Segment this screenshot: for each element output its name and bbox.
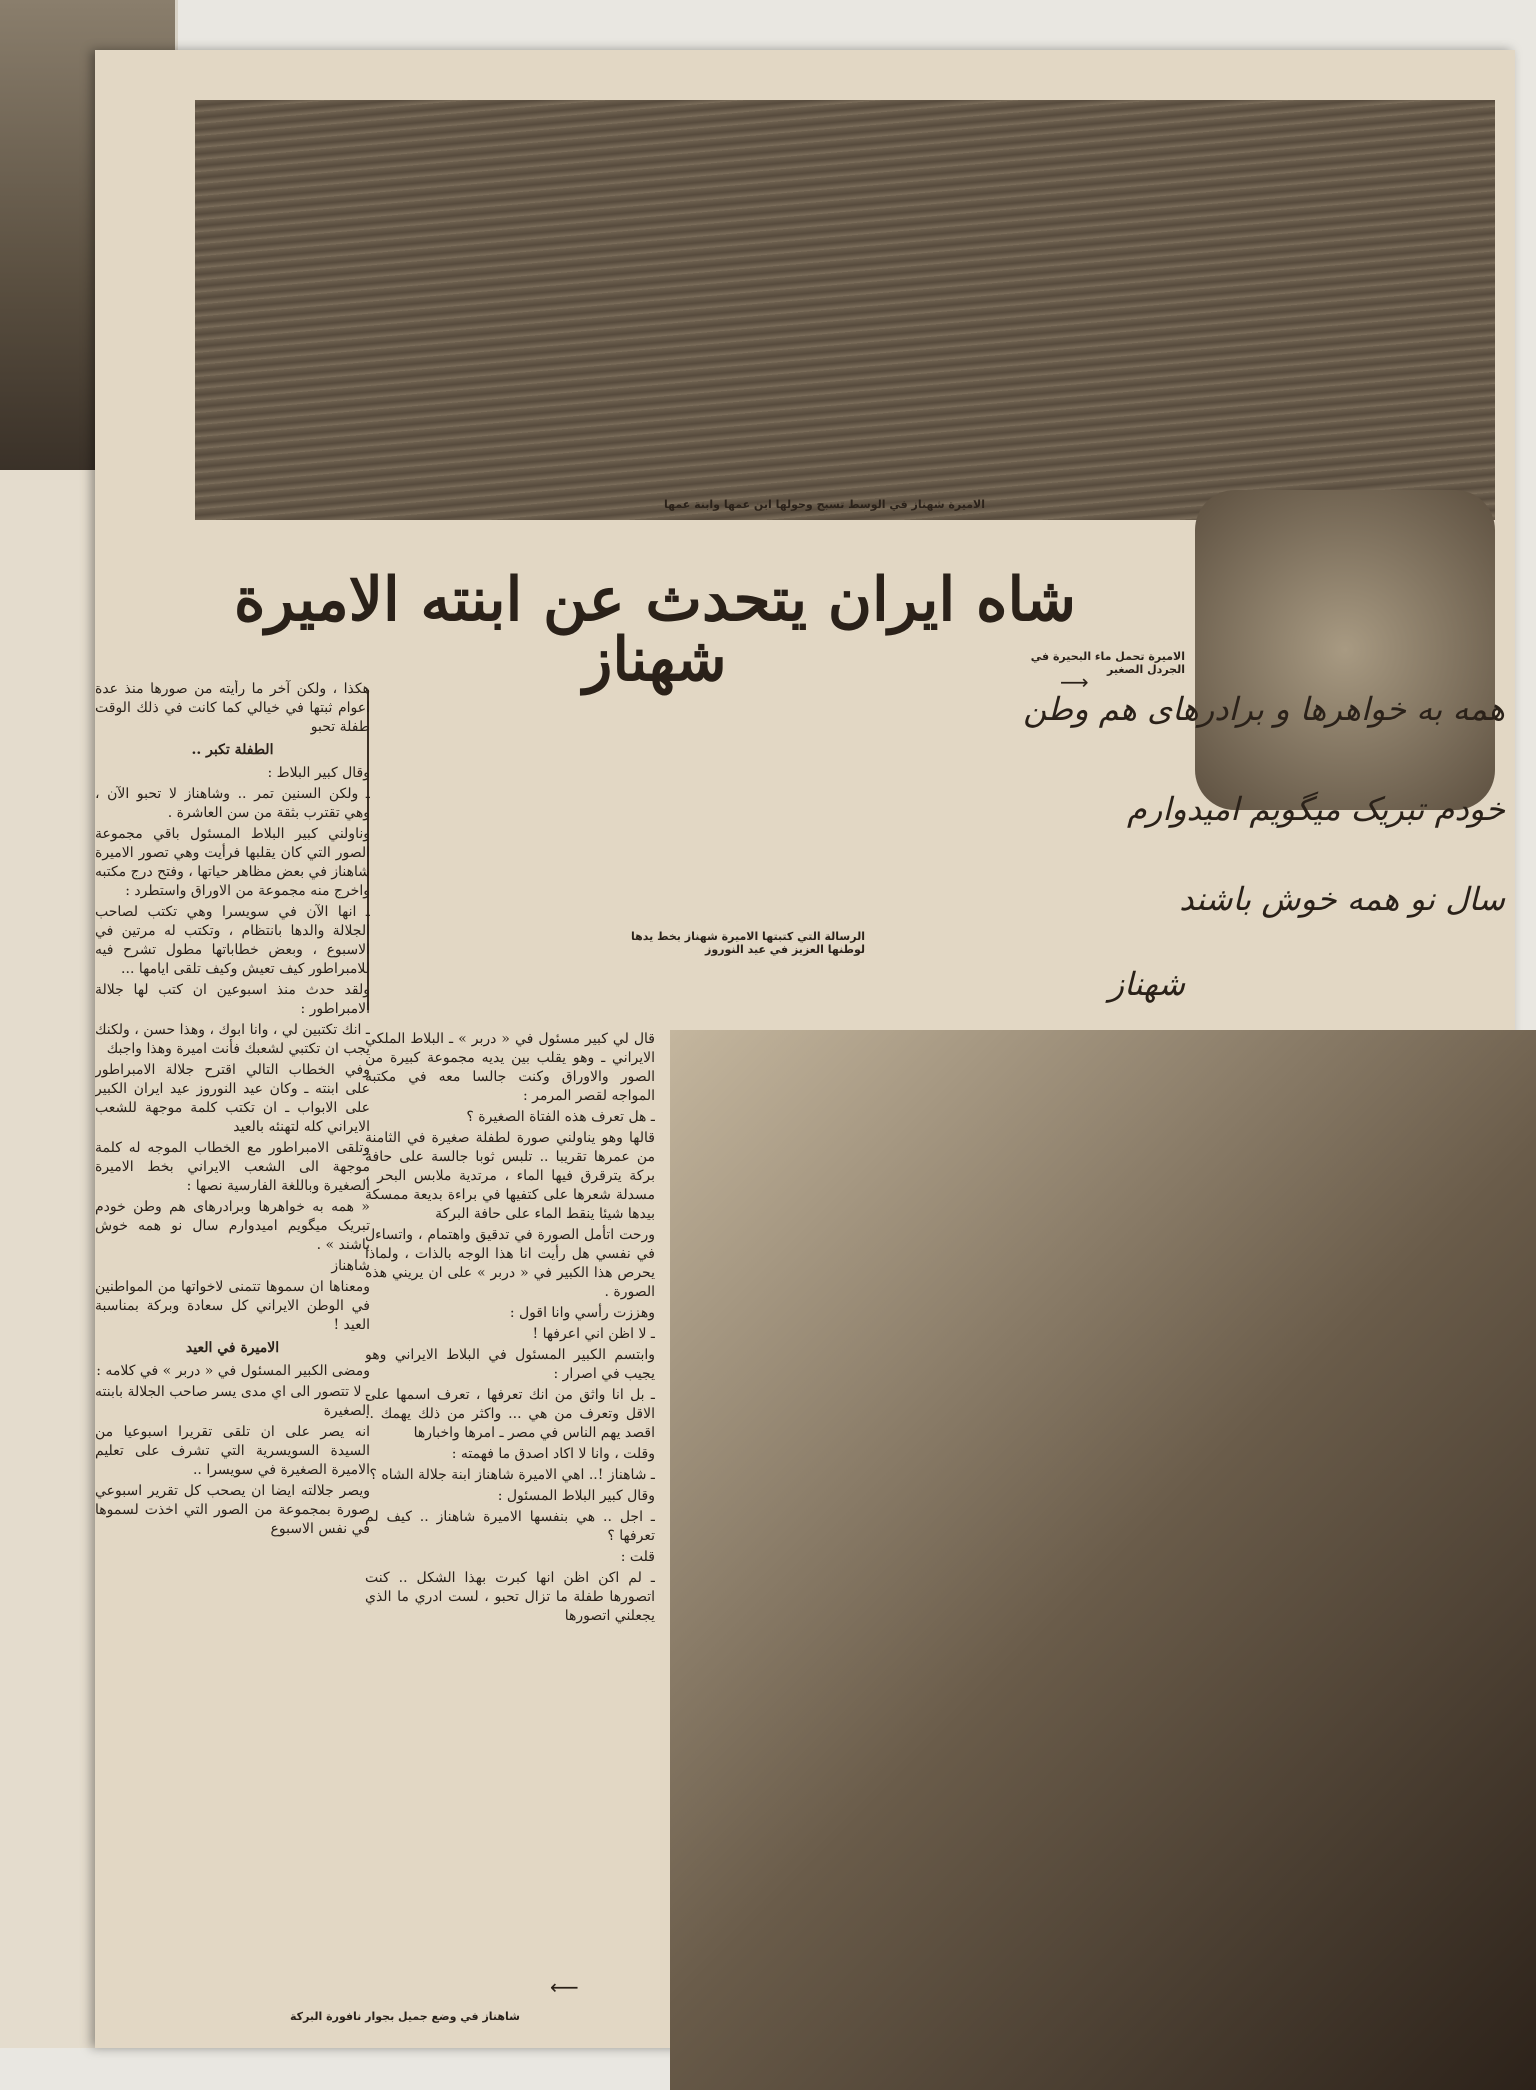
article-column-middle <box>365 1030 655 1990</box>
paragraph: شاهناز <box>331 1258 370 1274</box>
letter-line: همه به خواهرها و برادرهای هم وطن <box>1023 690 1505 728</box>
paragraph: « همه به خواهرها وبرادرهای هم وطن خودم تبریک میگویم امیدوارم سال نو همه خوش باشند » . <box>95 1199 370 1253</box>
paragraph: قالها وهو يناولني صورة لطفلة صغيرة في الثامنة من عمرها تقريبا .. تلبس ثوبا جالسة على حافة بركة يترقرق فيها الماء ، مرتدية ملابس البحر ، مسدلة شعرها على كتفيها في براءة بديعة ممسكة بيدها شيئا ينقط الماء على حافة البركة <box>365 1130 655 1222</box>
subheading: الطفلة تكبر .. <box>191 742 274 758</box>
paragraph: قال لي كبير مسئول في « دربر » ـ البلاط الملكي الايراني ـ وهو يقلب بين يديه مجموعة كبيرة من الصور والاوراق وكنت جالسا معه في مكتبه المواجه لقصر المرمر : <box>365 1031 655 1104</box>
paragraph: وقال كبير البلاط المسئول : <box>497 1488 655 1504</box>
paragraph: ومضى الكبير المسئول في « دربر » في كلامه : <box>96 1363 370 1379</box>
paragraph: ـ اجل .. هي بنفسها الاميرة شاهناز .. كيف لم تعرفها ؟ <box>365 1509 655 1544</box>
paragraph: وابتسم الكبير المسئول في البلاط الايراني وهو يجيب في اصرار : <box>365 1347 655 1382</box>
paragraph: وقلت ، وانا لا اكاد اصدق ما فهمته : <box>451 1446 655 1462</box>
paragraph: ـ انها الآن في سويسرا وهي تكتب لصاحب الجلالة والدها بانتظام ، وتكتب له مرتين في الاسبوع ، وبعض خطاباتها مطول تشرح فيه للامبراطور كيف تعيش وكيف تلقى ايامها ... <box>95 904 370 977</box>
paragraph: وتلقى الامبراطور مع الخطاب الموجه له كلمة موجهة الى الشعب الايراني بخط الاميرة الصغيرة وباللغة الفارسية نصها : <box>95 1140 370 1194</box>
swimming-children-photo <box>195 100 1495 520</box>
letter-line: سال نو همه خوش باشند <box>1179 880 1505 918</box>
paragraph: انه يصر على ان تلقى تقريرا اسبوعيا من السيدة السويسرية التي تشرف على تعليم الاميرة الصغيرة في سويسرا .. <box>95 1424 370 1478</box>
paragraph: ورحت اتأمل الصورة في تدقيق واهتمام ، واتساءل في نفسي هل رأيت انا هذا الوجه بالذات ، ولماذا يحرص هذا الكبير في « دربر » على ان يريني هذه الصورة . <box>365 1227 655 1300</box>
paragraph: ويصر جلالته ايضا ان يصحب كل تقرير اسبوعي صورة بمجموعة من الصور التي اخذت لسموها في نفس الاسبوع <box>95 1483 370 1537</box>
paragraph: وناولني كبير البلاط المسئول باقي مجموعة الصور التي كان يقلبها فرأيت وهي تصور الاميرة شاهناز في بعض مظاهر حياتها ، وفتح درج مكتبه واخرج منه مجموعة من الاوراق واستطرد : <box>95 826 370 899</box>
arrow-icon: ⟵ <box>550 1975 579 1999</box>
handwritten-letter <box>995 680 1515 1040</box>
paragraph: ـ لم اكن اظن انها كبرت بهذا الشكل .. كنت اتصورها طفلة ما تزال تحبو ، لست ادري ما الذي يجعلني اتصورها <box>365 1570 655 1624</box>
letter-signature: شهناز <box>1108 965 1185 1003</box>
paragraph: ـ ولكن السنين تمر .. وشاهناز لا تحبو الآن ، وهي تقترب بثقة من سن العاشرة . <box>95 786 370 821</box>
bottom-photo-caption: شاهناز في وضع جميل بجوار نافورة البركة <box>290 2010 520 2023</box>
paragraph: ومعناها ان سموها تتمنى لاخواتها من المواطنين في الوطن الايراني كل سعادة وبركة بمناسبة العيد ! <box>95 1279 370 1333</box>
letter-line: خودم تبریک میگویم امیدوارم <box>1127 790 1505 828</box>
magazine-page <box>95 50 1515 2048</box>
inset-photo-caption: الاميرة تحمل ماء البحيرة في الجردل الصغير <box>1030 650 1185 676</box>
paragraph: ـ بل انا واثق من انك تعرفها ، تعرف اسمها على الاقل وتعرف من هي ... واكثر من ذلك يهمك .. اقصد يهم الناس في مصر ـ امرها واخبارها <box>365 1387 655 1441</box>
letter-caption: الرسالة التي كتبتها الاميرة شهناز بخط يدها لوطنها العزيز في عيد النوروز <box>631 930 865 956</box>
paragraph: ولقد حدث منذ اسبوعين ان كتب لها جلالة الامبراطور : <box>95 982 370 1017</box>
top-photo-caption: الاميرة شهناز في الوسط تسبح وحولها ابن عمها وابنة عمها <box>663 498 985 511</box>
paragraph: ـ هل تعرف هذه الفتاة الصغيرة ؟ <box>466 1109 655 1125</box>
paragraph: هكذا ، ولكن آخر ما رأيته من صورها منذ عدة اعوام ثبتها في خيالي كما كانت في ذلك الوقت طفلة تحبو <box>95 681 370 735</box>
paragraph: وقال كبير البلاط : <box>267 765 370 781</box>
article-column-left <box>95 680 370 2020</box>
paragraph: ـ لا تتصور الى اي مدى يسر صاحب الجلالة بابنته الصغيرة <box>95 1384 370 1419</box>
princess-by-fountain-photo <box>670 1030 1536 2090</box>
paragraph: وهززت رأسي وانا اقول : <box>509 1305 655 1321</box>
paragraph: ـ لا اظن اني اعرفها ! <box>532 1326 655 1342</box>
paragraph: ـ انك تكتبين لي ، وانا ابوك ، وهذا حسن ، ولكنك يجب ان تكتبي لشعبك فأنت اميرة وهذا واجبك <box>95 1022 370 1057</box>
arrow-icon: ⟶ <box>1060 670 1089 694</box>
paragraph: قلت : <box>620 1549 655 1565</box>
subheading: الاميرة في العيد <box>185 1340 280 1356</box>
paragraph: ـ شاهناز !.. اهي الاميرة شاهناز ابنة جلالة الشاه ؟ <box>369 1467 655 1483</box>
paragraph: وفي الخطاب التالي اقترح جلالة الامبراطور على ابنته ـ وكان عيد النوروز عيد ايران الكبير على الابواب ـ ان تكتب كلمة موجهة للشعب الايراني كله لتهنئه بالعيد <box>95 1062 370 1135</box>
page-headline: شاه ايران يتحدث عن ابنته الاميرة شهناز <box>233 565 1077 695</box>
